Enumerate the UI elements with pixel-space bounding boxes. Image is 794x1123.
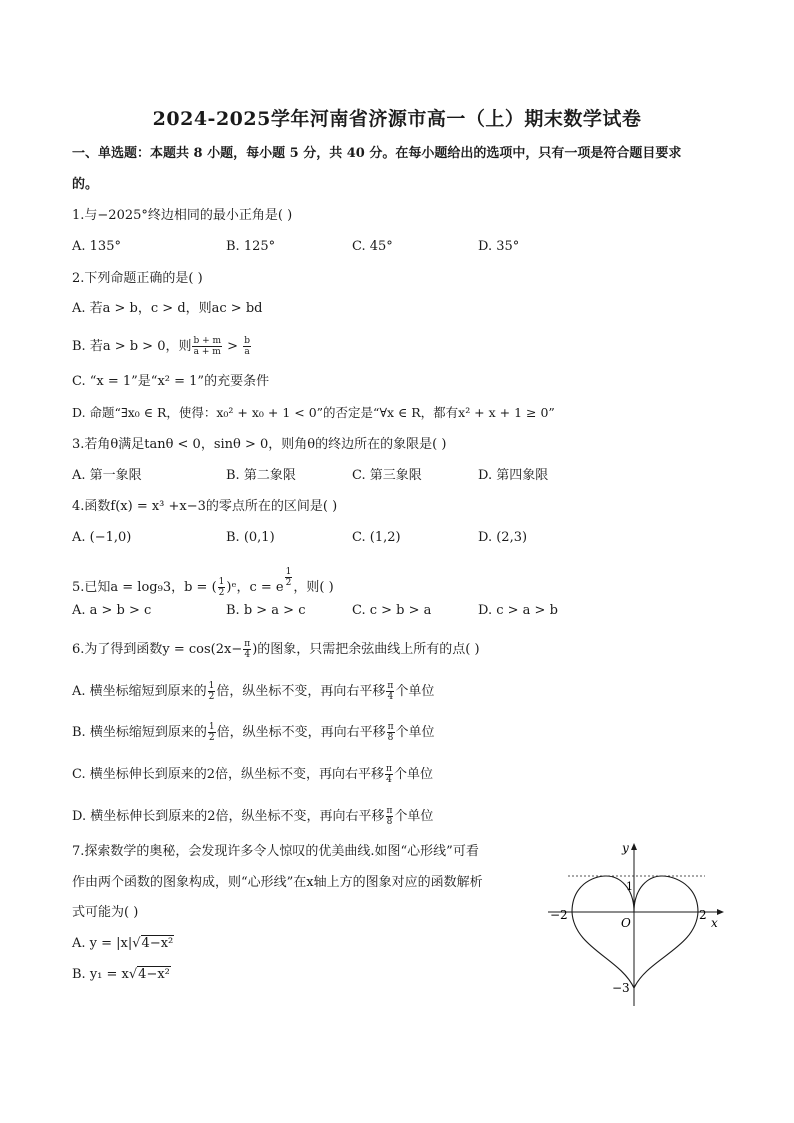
q5-option-c: C. c > b > a bbox=[352, 603, 432, 618]
q5-option-a: A. a > b > c bbox=[72, 603, 152, 618]
q5-half-fraction bbox=[218, 577, 226, 598]
question-6-stem bbox=[72, 639, 480, 660]
frac-denominator: 2 bbox=[285, 578, 292, 588]
q6-a-suffix: 个单位 bbox=[395, 684, 435, 699]
frac-numerator: 1 bbox=[208, 681, 215, 691]
question-1-stem: 1.与−2025°终边相同的最小正角是( ) bbox=[72, 208, 293, 223]
q2-option-d: D. 命题“∃x₀ ∈ R，使得：x₀² + x₀ + 1 < 0”的否定是“∀x ∈ R，都有x² + x + 1 ≥ 0” bbox=[72, 405, 555, 420]
q6-b-shift bbox=[387, 722, 395, 743]
frac-numerator: π bbox=[387, 722, 394, 732]
frac-denominator: 2 bbox=[208, 692, 215, 702]
q5-option-d: D. c > a > b bbox=[478, 603, 558, 618]
q1-option-d: D. 35° bbox=[478, 239, 520, 254]
frac-denominator: 4 bbox=[386, 775, 392, 785]
q6-d-prefix: D. 横坐标伸长到原来的2倍，纵坐标不变，再向右平移 bbox=[72, 809, 385, 824]
q6-b-prefix: B. 横坐标缩短到原来的 bbox=[72, 725, 207, 740]
q7-a-prefix: A. y = |x| bbox=[72, 936, 133, 951]
q2-option-b bbox=[72, 336, 252, 357]
neg-three-label: −3 bbox=[612, 981, 630, 995]
question-5-stem bbox=[72, 567, 334, 598]
heart-curve-figure bbox=[540, 838, 730, 1008]
frac-numerator: π bbox=[386, 764, 392, 774]
origin-label: O bbox=[621, 916, 631, 930]
frac-numerator: b bbox=[244, 336, 250, 346]
section-heading-cont: 的。 bbox=[72, 177, 99, 192]
q3-option-b: B. 第二象限 bbox=[226, 468, 296, 483]
q6-c-prefix: C. 横坐标伸长到原来的2倍，纵坐标不变，再向右平移 bbox=[72, 767, 385, 782]
q2-option-b-prefix: B. 若a > b > 0，则 bbox=[72, 339, 192, 354]
heart-upper-curve bbox=[572, 876, 698, 912]
q1-option-b: B. 125° bbox=[226, 239, 276, 254]
neg-two-label: −2 bbox=[550, 908, 568, 922]
frac-denominator: 4 bbox=[387, 692, 394, 702]
frac-numerator: π bbox=[244, 639, 251, 649]
q6-stem-suffix: )的图象，只需把余弦曲线上所有的点( ) bbox=[252, 642, 480, 657]
q5-option-b: B. b > a > c bbox=[226, 603, 306, 618]
q6-pi-over-4 bbox=[243, 639, 251, 660]
q2-frac-2 bbox=[243, 336, 251, 357]
pos-two-label: 2 bbox=[699, 908, 707, 922]
q2-option-c: C. “x = 1”是“x² = 1”的充要条件 bbox=[72, 374, 270, 389]
question-7-stem-line1: 7.探索数学的奥秘，会发现许多令人惊叹的优美曲线.如图“心形线”可看 bbox=[72, 844, 479, 859]
q1-option-c: C. 45° bbox=[352, 239, 393, 254]
q6-c-shift bbox=[385, 764, 393, 785]
one-label: 1 bbox=[626, 880, 633, 893]
x-axis-arrow-icon bbox=[717, 909, 724, 915]
frac-denominator: 8 bbox=[387, 733, 394, 743]
q5-stem-suffix: ，则( ) bbox=[293, 580, 334, 595]
frac-denominator: 4 bbox=[244, 650, 251, 660]
q6-stem-prefix: 6.为了得到函数y = cos(2x− bbox=[72, 642, 243, 657]
q4-option-a: A. (−1,0) bbox=[72, 530, 132, 545]
q6-a-prefix: A. 横坐标缩短到原来的 bbox=[72, 684, 207, 699]
q7-b-prefix: B. y₁ = x bbox=[72, 967, 129, 982]
question-3-stem: 3.若角θ满足tanθ < 0，sinθ > 0，则角θ的终边所在的象限是( ) bbox=[72, 437, 447, 452]
q6-d-suffix: 个单位 bbox=[394, 809, 434, 824]
q5-stem-prefix: 5.已知a = log₉3，b = ( bbox=[72, 580, 217, 595]
q6-option-a bbox=[72, 681, 434, 702]
heart-lower-curve bbox=[572, 912, 698, 988]
frac-numerator: 1 bbox=[208, 722, 215, 732]
q7-option-b: B. y₁ = x√4−x² bbox=[72, 967, 170, 982]
q6-option-c bbox=[72, 764, 433, 785]
frac-numerator: π bbox=[386, 806, 393, 816]
frac-denominator: 8 bbox=[386, 817, 393, 827]
question-2-stem: 2.下列命题正确的是( ) bbox=[72, 271, 203, 286]
q6-a-mid: 倍，纵坐标不变，再向右平移 bbox=[216, 684, 386, 699]
q3-option-a: A. 第一象限 bbox=[72, 468, 142, 483]
x-axis-label: x bbox=[711, 916, 718, 930]
question-7-stem-line3: 式可能为( ) bbox=[72, 905, 139, 920]
frac-denominator: a bbox=[244, 347, 250, 357]
frac-denominator: 2 bbox=[218, 588, 225, 598]
page-title: 2024-2025学年河南省济源市高一（上）期末数学试卷 bbox=[152, 108, 642, 130]
q6-c-suffix: 个单位 bbox=[393, 767, 433, 782]
q6-option-d bbox=[72, 806, 433, 827]
q2-frac-1 bbox=[192, 336, 222, 357]
q4-option-b: B. (0,1) bbox=[226, 530, 275, 545]
section-heading: 一、单选题：本题共 8 小题，每小题 5 分，共 40 分。在每小题给出的选项中，只有一项是符合题目要求 bbox=[72, 146, 682, 161]
q7-b-sqrt: 4−x² bbox=[138, 967, 170, 982]
q6-d-shift bbox=[386, 806, 394, 827]
y-axis-label: y bbox=[622, 841, 629, 855]
q5-stem-mid: )ᵉ，c = e bbox=[226, 580, 284, 595]
q2-option-a: A. 若a > b，c > d，则ac > bd bbox=[72, 301, 263, 316]
q7-option-a: A. y = |x|√4−x² bbox=[72, 936, 174, 951]
q5-exponent-half bbox=[285, 567, 293, 588]
q3-option-d: D. 第四象限 bbox=[478, 468, 549, 483]
question-7-stem-line2: 作由两个函数的图象构成，则“心形线”在x轴上方的图象对应的函数解析 bbox=[72, 875, 483, 890]
gt-sign: > bbox=[223, 339, 243, 354]
frac-numerator: π bbox=[387, 681, 394, 691]
frac-denominator: a + m bbox=[193, 347, 221, 357]
frac-numerator: b + m bbox=[193, 336, 222, 346]
q6-option-b bbox=[72, 722, 435, 743]
q6-b-suffix: 个单位 bbox=[395, 725, 435, 740]
frac-denominator: 2 bbox=[208, 733, 215, 743]
q4-option-d: D. (2,3) bbox=[478, 530, 528, 545]
q6-a-half bbox=[208, 681, 216, 702]
q6-b-mid: 倍，纵坐标不变，再向右平移 bbox=[216, 725, 386, 740]
y-axis-arrow-icon bbox=[631, 843, 637, 850]
q4-option-c: C. (1,2) bbox=[352, 530, 401, 545]
frac-numerator: 1 bbox=[285, 567, 292, 577]
frac-numerator: 1 bbox=[218, 577, 225, 587]
question-4-stem: 4.函数f(x) = x³ +x−3的零点所在的区间是( ) bbox=[72, 499, 338, 514]
q7-a-sqrt: 4−x² bbox=[141, 936, 174, 951]
q3-option-c: C. 第三象限 bbox=[352, 468, 422, 483]
q6-a-shift bbox=[386, 681, 394, 702]
q6-b-half bbox=[208, 722, 216, 743]
q1-option-a: A. 135° bbox=[72, 239, 121, 254]
